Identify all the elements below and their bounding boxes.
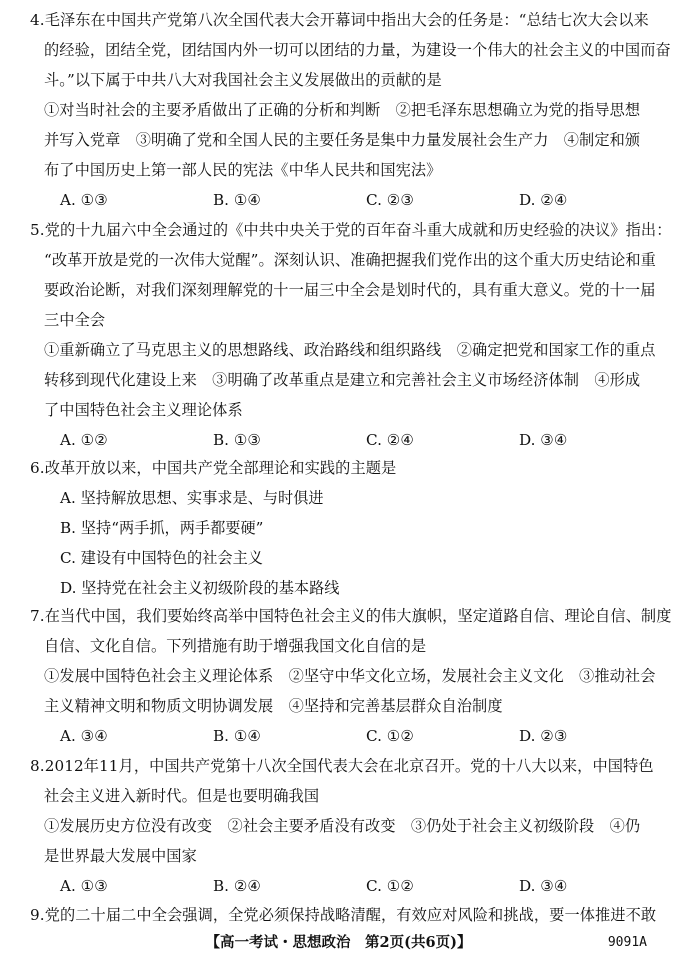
question-5	[30, 215, 672, 455]
question-4-statement-line: 并写入党章 ③明确了党和全国人民的主要任务是集中力量发展社会生产力 ④制定和颁	[44, 131, 641, 149]
question-5-stem-line: 5.党的十九届六中全会通过的《中共中央关于党的百年奋斗重大成就和历史经验的决议》指出：	[30, 221, 672, 239]
question-9-stem-line: 9.党的二十届二中全会强调，全党必须保持战略清醒，有效应对风险和挑战，要一体推进不敢	[30, 906, 657, 924]
question-5-statement-line: 转移到现代化建设上来 ③明确了改革重点是建立和完善社会主义市场经济体制 ④形成	[44, 371, 641, 389]
option-c: C. ①②	[366, 727, 414, 745]
question-8-stem-line: 8.2012年11月，中国共产党第十八次全国代表大会在北京召开。党的十八大以来，中国特色	[30, 757, 654, 775]
question-8-options	[30, 871, 660, 901]
question-4	[30, 5, 671, 215]
option-a: A. ①②	[60, 431, 108, 449]
option-d: D. ③④	[519, 431, 568, 449]
question-6	[30, 453, 660, 603]
question-8-statement-line: ①发展历史方位没有改变 ②社会主要矛盾没有改变 ③仍处于社会主义初级阶段 ④仍	[44, 817, 641, 835]
page-footer	[0, 930, 677, 956]
option-a: A. ③④	[60, 727, 108, 745]
question-7-statement-line: 主义精神文明和物质文明协调发展 ④坚持和完善基层群众自治制度	[44, 697, 503, 715]
question-8-statement-line: 是世界最大发展中国家	[44, 847, 197, 865]
option-c: C. ②③	[366, 191, 414, 209]
option-d: D. ③④	[519, 877, 568, 895]
question-5-stem-line: 要政治论断，对我们深刻理解党的十一届三中全会是划时代的，具有重大意义。党的十一届	[44, 281, 656, 299]
option-c: C. ①②	[366, 877, 414, 895]
question-7-statement-line: ①发展中国特色社会主义理论体系 ②坚守中华文化立场，发展社会主义文化 ③推动社会	[44, 667, 656, 685]
question-6-stem-line: 6.改革开放以来，中国共产党全部理论和实践的主题是	[30, 459, 397, 477]
question-7-options	[30, 721, 660, 751]
option-c: C. 建设有中国特色的社会主义	[60, 549, 263, 567]
option-a: A. ①③	[60, 191, 108, 209]
option-b: B. ②④	[213, 877, 262, 895]
question-4-stem-line: 斗。”以下属于中共八大对我国社会主义发展做出的贡献的是	[44, 71, 442, 89]
question-7	[30, 601, 672, 751]
option-a: A. 坚持解放思想、实事求是、与时俱进	[60, 489, 324, 507]
question-5-statement-line: 了中国特色社会主义理论体系	[44, 401, 243, 419]
option-b: B. ①③	[213, 431, 262, 449]
question-4-stem-line: 的经验，团结全党，团结国内外一切可以团结的力量，为建设一个伟大的社会主义的中国而奋	[44, 41, 671, 59]
question-4-options	[30, 185, 660, 215]
question-5-stem-line: 三中全会	[44, 311, 106, 329]
question-4-stem-line: 4.毛泽东在中国共产党第八次全国代表大会开幕词中指出大会的任务是：“总结七次大会以来	[30, 11, 649, 29]
option-a: A. ①③	[60, 877, 108, 895]
option-d: D. ②④	[519, 191, 568, 209]
question-9	[30, 900, 660, 930]
option-d: D. 坚持党在社会主义初级阶段的基本路线	[60, 579, 340, 597]
footer-code: 9091A	[607, 935, 647, 950]
option-b: B. 坚持“两手抓，两手都要硬”	[60, 519, 264, 537]
question-8-stem-line: 社会主义进入新时代。但是也要明确我国	[44, 787, 320, 805]
question-4-statement-line: ①对当时社会的主要矛盾做出了正确的分析和判断 ②把毛泽东思想确立为党的指导思想	[44, 101, 641, 119]
question-4-statement-line: 布了中国历史上第一部人民的宪法《中华人民共和国宪法》	[44, 161, 442, 179]
question-5-options	[30, 425, 660, 455]
question-5-statement-line: ①重新确立了马克思主义的思想路线、政治路线和组织路线 ②确定把党和国家工作的重点	[44, 341, 656, 359]
question-8	[30, 751, 660, 901]
question-7-stem-line: 7.在当代中国，我们要始终高举中国特色社会主义的伟大旗帜，坚定道路自信、理论自信、制度	[30, 607, 672, 625]
option-b: B. ①④	[213, 727, 262, 745]
option-c: C. ②④	[366, 431, 414, 449]
question-5-stem-line: “改革开放是党的一次伟大觉醒”。深刻认识、准确把握我们党作出的这个重大历史结论和重	[44, 251, 656, 269]
footer-title: 【高一考试・思想政治 第2页(共6页)】	[205, 934, 472, 951]
option-d: D. ②③	[519, 727, 568, 745]
question-7-stem-line: 自信、文化自信。下列措施有助于增强我国文化自信的是	[44, 637, 427, 655]
option-b: B. ①④	[213, 191, 262, 209]
